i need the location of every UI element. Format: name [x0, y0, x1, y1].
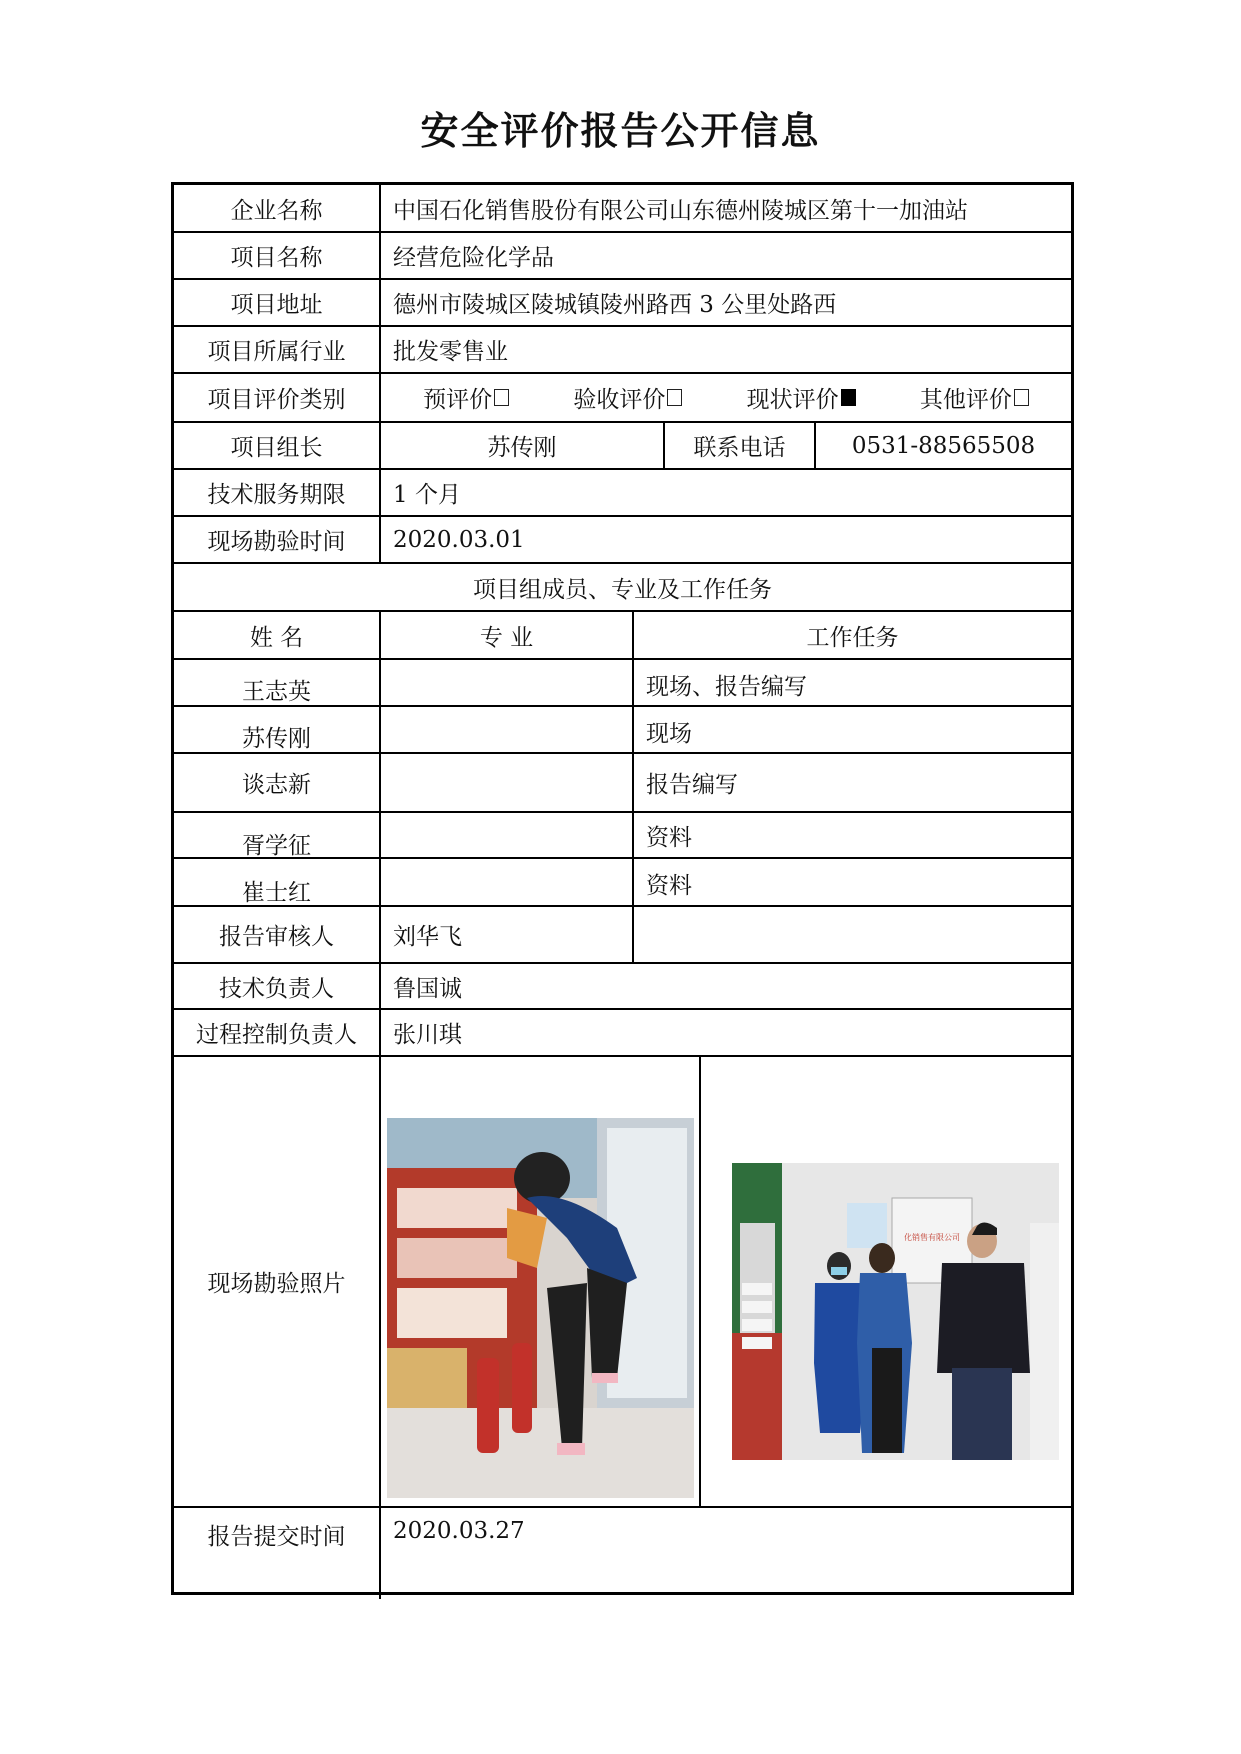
company-name-value: 中国石化销售股份有限公司山东德州陵城区第十一加油站	[393, 197, 968, 224]
option-acceptance-evaluation: 验收评价	[573, 381, 682, 414]
project-address-label: 项目地址	[230, 292, 323, 318]
member-name: 胥学征	[242, 832, 311, 857]
report-reviewer-value: 刘华飞	[393, 924, 462, 950]
member-name: 苏传刚	[242, 725, 311, 752]
member-name: 谈志新	[242, 772, 311, 798]
member-task: 现场	[646, 721, 692, 747]
member-major	[381, 754, 632, 811]
report-reviewer-label: 报告审核人	[219, 924, 334, 950]
technical-lead-value: 鲁国诚	[393, 975, 462, 1002]
site-photo-inspection	[387, 1118, 694, 1498]
project-name-value: 经营危险化学品	[393, 245, 554, 271]
member-task: 报告编写	[646, 772, 738, 798]
column-task-header: 工作任务	[806, 624, 899, 651]
site-photo-team	[732, 1163, 1059, 1460]
members-section-header: 项目组成员、专业及工作任务	[473, 576, 772, 603]
service-period-value: 1 个月	[393, 482, 461, 508]
project-leader-label: 项目组长	[230, 435, 323, 461]
info-table	[171, 182, 1074, 1595]
member-task: 资料	[646, 873, 692, 899]
checkbox-status-evaluation[interactable]	[841, 389, 856, 406]
member-name: 崔士红	[242, 879, 311, 905]
project-leader-value: 苏传刚	[487, 435, 557, 461]
sign-text: 化销售有限公司	[904, 1233, 960, 1242]
process-control-lead-value: 张川琪	[393, 1022, 462, 1048]
process-control-lead-label: 过程控制负责人	[196, 1022, 357, 1048]
member-major	[381, 660, 632, 705]
evaluation-category-label: 项目评价类别	[207, 387, 346, 413]
report-submit-time-label: 报告提交时间	[207, 1524, 346, 1550]
member-major	[381, 859, 632, 905]
contact-phone-label: 联系电话	[693, 435, 786, 461]
service-period-label: 技术服务期限	[207, 482, 346, 508]
member-name: 王志英	[242, 678, 311, 705]
column-major-header: 专 业	[479, 624, 534, 651]
project-name-label: 项目名称	[230, 245, 323, 271]
option-other-evaluation: 其他评价	[920, 381, 1029, 414]
project-industry-label: 项目所属行业	[207, 339, 346, 365]
technical-lead-label: 技术负责人	[219, 975, 334, 1002]
project-industry-value: 批发零售业	[393, 339, 508, 365]
page-title: 安全评价报告公开信息	[420, 108, 821, 153]
company-name-label: 企业名称	[230, 197, 323, 224]
contact-phone-value: 0531-88565508	[851, 432, 1036, 459]
checkbox-pre-evaluation[interactable]	[494, 389, 509, 406]
report-submit-time-value: 2020.03.27	[393, 1518, 525, 1544]
member-task: 现场、报告编写	[646, 674, 807, 700]
evaluation-category-options	[381, 374, 1071, 421]
checkbox-other-evaluation[interactable]	[1014, 389, 1029, 406]
option-status-evaluation: 现状评价	[747, 381, 856, 414]
column-name-header: 姓 名	[249, 624, 304, 651]
member-major	[381, 813, 632, 857]
option-pre-evaluation: 预评价	[423, 381, 509, 414]
member-task: 资料	[646, 825, 692, 851]
member-major	[381, 707, 632, 752]
survey-time-value: 2020.03.01	[393, 526, 525, 553]
project-address-value: 德州市陵城区陵城镇陵州路西 3 公里处路西	[393, 292, 837, 318]
survey-time-label: 现场勘验时间	[207, 529, 346, 555]
site-photos-label: 现场勘验照片	[207, 1271, 346, 1297]
checkbox-acceptance-evaluation[interactable]	[667, 389, 682, 406]
